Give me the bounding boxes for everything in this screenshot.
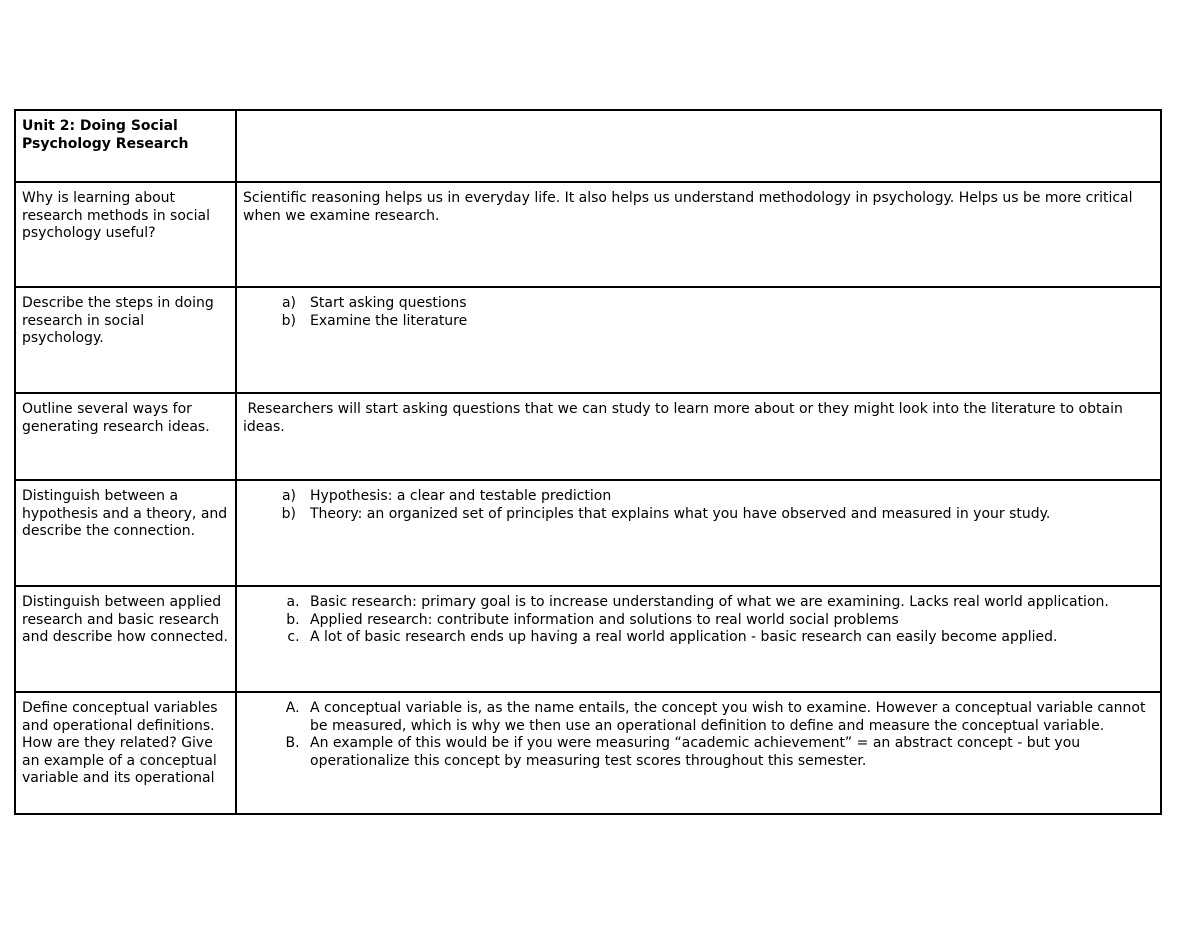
- table-row: [15, 586, 1161, 692]
- answer-list: [243, 295, 1154, 330]
- table-row: [15, 692, 1161, 814]
- list-item: Start asking questions: [310, 295, 467, 311]
- question-cell: Distinguish between a hypothesis and a theory, and describe the connection.: [15, 480, 236, 586]
- answer-cell: Researchers will start asking questions that we can study to learn more about or they might look into the literature to obtain ideas.: [236, 393, 1161, 480]
- question-cell: Outline several ways for generating research ideas.: [15, 393, 236, 480]
- table-row: [15, 480, 1161, 586]
- list-item: B. An example of this would be if you were measuring “academic achievement” = an abstract concept - but you operationalize this concept by measuring test scores throughout this semester.: [304, 735, 1154, 770]
- table-row: [15, 110, 1161, 182]
- question-cell: Distinguish between applied research and basic research and describe how connected.: [15, 586, 236, 692]
- answer-cell: [236, 586, 1161, 692]
- list-item: Hypothesis: a clear and testable prediction: [310, 488, 612, 504]
- list-item: b. Applied research: contribute information and solutions to real world social problems: [304, 612, 1154, 630]
- answer-cell: [236, 480, 1161, 586]
- answer-cell: [236, 692, 1161, 814]
- answer-cell: [236, 287, 1161, 393]
- list-item: Theory: an organized set of principles that explains what you have observed and measured in your study.: [310, 505, 1051, 522]
- answer-list: [243, 488, 1154, 523]
- list-item: c. A lot of basic research ends up having a real world application - basic research can easily become applied.: [304, 629, 1154, 647]
- question-cell: Define conceptual variables and operational definitions. How are they related? Give an example of a conceptual variable and its operational: [15, 692, 236, 814]
- answer-list: [243, 700, 1154, 770]
- document-page: [14, 109, 1160, 815]
- answer-cell: Scientific reasoning helps us in everyday life. It also helps us understand methodology in psychology. Helps us be more critical when we examine research.: [236, 182, 1161, 287]
- question-cell: Why is learning about research methods in social psychology useful?: [15, 182, 236, 287]
- list-item: a. Basic research: primary goal is to increase understanding of what we are examining. Lacks real world application.: [304, 594, 1154, 612]
- study-guide-table: [14, 109, 1162, 815]
- question-cell: Describe the steps in doing research in social psychology.: [15, 287, 236, 393]
- empty-cell: [236, 110, 1161, 182]
- unit-title: Unit 2: Doing Social Psychology Research: [15, 110, 236, 182]
- list-item: Examine the literature: [310, 312, 468, 329]
- answer-list: [243, 594, 1154, 647]
- list-item: A. A conceptual variable is, as the name entails, the concept you wish to examine. However a conceptual variable cannot be measured, which is why we then use an operational definition to define and measure the conceptual variable.: [304, 700, 1154, 735]
- table-row: [15, 182, 1161, 287]
- table-row: [15, 287, 1161, 393]
- table-row: [15, 393, 1161, 480]
